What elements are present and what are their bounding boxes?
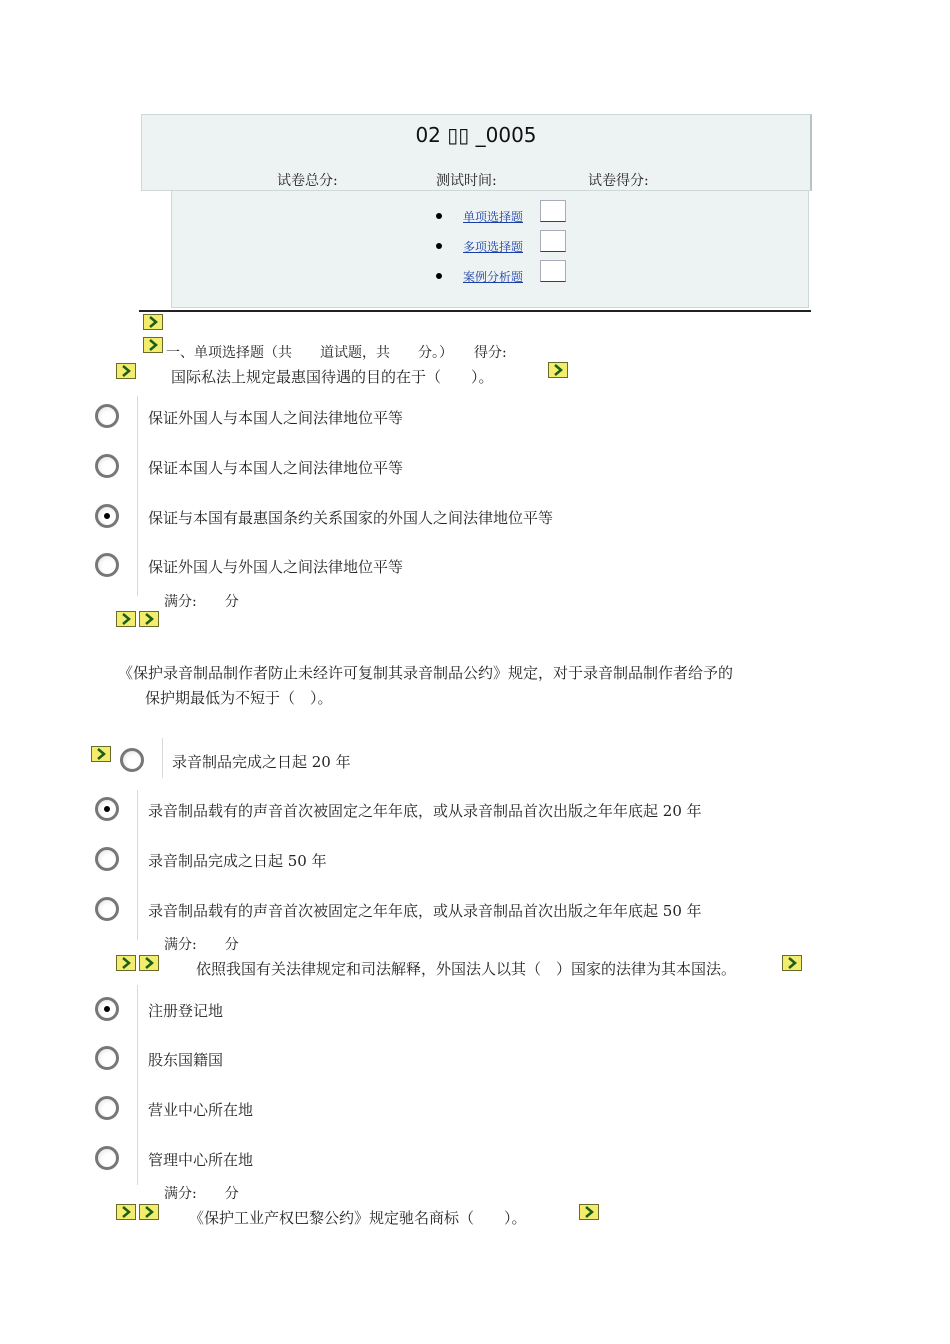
exam-header	[141, 114, 812, 191]
arrow-marker-icon	[548, 362, 568, 378]
q2-option-d: 录音制品载有的声音首次被固定之年年底，或从录音制品首次出版之年年底起 50 年	[148, 902, 702, 920]
question-4-text: 《保护工业产权巴黎公约》规定驰名商标（ ）。	[189, 1209, 527, 1227]
arrow-marker-icon	[116, 1204, 136, 1220]
option-separator	[137, 985, 138, 1185]
nav-link-single-choice[interactable]: 单项选择题	[463, 210, 524, 224]
q3-option-d: 管理中心所在地	[148, 1151, 254, 1169]
q1-option-d: 保证外国人与外国人之间法律地位平等	[148, 558, 404, 576]
q2-option-c: 录音制品完成之日起 50 年	[148, 852, 327, 870]
radio-button[interactable]	[95, 404, 119, 428]
section-heading: 一、单项选择题（共 道试题，共 分。） 得分:	[166, 345, 507, 361]
nav-input-single-choice[interactable]	[540, 200, 566, 222]
arrow-marker-icon	[116, 363, 136, 379]
radio-button-selected[interactable]	[95, 797, 119, 821]
radio-button[interactable]	[95, 553, 119, 577]
q2-full-score: 满分: 分	[164, 937, 239, 953]
arrow-marker-icon	[782, 955, 802, 971]
option-separator	[137, 396, 138, 596]
question-1-text: 国际私法上规定最惠国待遇的目的在于（ ）。	[171, 368, 494, 386]
q2-option-b: 录音制品载有的声音首次被固定之年年底，或从录音制品首次出版之年年底起 20 年	[148, 802, 702, 820]
q1-option-b: 保证本国人与本国人之间法律地位平等	[148, 459, 404, 477]
radio-button[interactable]	[95, 1046, 119, 1070]
arrow-marker-icon	[143, 314, 163, 330]
nav-link-multiple-choice[interactable]: 多项选择题	[463, 240, 524, 254]
question-2-text-line1: 《保护录音制品制作者防止未经许可复制其录音制品公约》规定，对于录音制品制作者给予的	[118, 664, 734, 682]
arrow-marker-icon	[139, 1204, 159, 1220]
question-2-text-line2: 保护期最低为不短于（ ）。	[145, 689, 333, 707]
arrow-marker-icon	[139, 955, 159, 971]
test-time-label: 测试时间:	[436, 173, 497, 189]
q1-option-c: 保证与本国有最惠国条约关系国家的外国人之间法律地位平等	[148, 509, 554, 527]
radio-button[interactable]	[95, 1146, 119, 1170]
option-separator	[162, 738, 163, 778]
nav-input-case-analysis[interactable]	[540, 260, 566, 282]
radio-button-selected[interactable]	[95, 504, 119, 528]
q3-full-score: 满分: 分	[164, 1186, 239, 1202]
nav-link-case-analysis[interactable]: 案例分析题	[463, 270, 524, 284]
arrow-marker-icon	[143, 337, 163, 353]
radio-button[interactable]	[95, 897, 119, 921]
option-separator	[137, 790, 138, 940]
bullet-icon	[436, 213, 442, 219]
arrow-marker-icon	[139, 611, 159, 627]
q3-option-b: 股东国籍国	[148, 1051, 224, 1069]
radio-button[interactable]	[95, 454, 119, 478]
exam-title: 02 ▯▯ _0005	[415, 123, 537, 147]
q3-option-c: 营业中心所在地	[148, 1101, 254, 1119]
q3-option-a: 注册登记地	[148, 1002, 224, 1020]
nav-input-multiple-choice[interactable]	[540, 230, 566, 252]
bullet-icon	[436, 243, 442, 249]
q1-full-score: 满分: 分	[164, 594, 239, 610]
total-score-label: 试卷总分:	[277, 173, 338, 189]
q2-option-a: 录音制品完成之日起 20 年	[172, 753, 351, 771]
section-nav	[171, 190, 809, 308]
radio-button[interactable]	[120, 748, 144, 772]
arrow-marker-icon	[579, 1204, 599, 1220]
divider	[139, 310, 811, 312]
q1-option-a: 保证外国人与本国人之间法律地位平等	[148, 409, 404, 427]
arrow-marker-icon	[116, 955, 136, 971]
exam-score-label: 试卷得分:	[588, 173, 649, 189]
question-3-text: 依照我国有关法律规定和司法解释，外国法人以其（ ）国家的法律为其本国法。	[196, 960, 737, 978]
bullet-icon	[436, 273, 442, 279]
radio-button[interactable]	[95, 847, 119, 871]
radio-button-selected[interactable]	[95, 997, 119, 1021]
radio-button[interactable]	[95, 1096, 119, 1120]
arrow-marker-icon	[91, 746, 111, 762]
arrow-marker-icon	[116, 611, 136, 627]
